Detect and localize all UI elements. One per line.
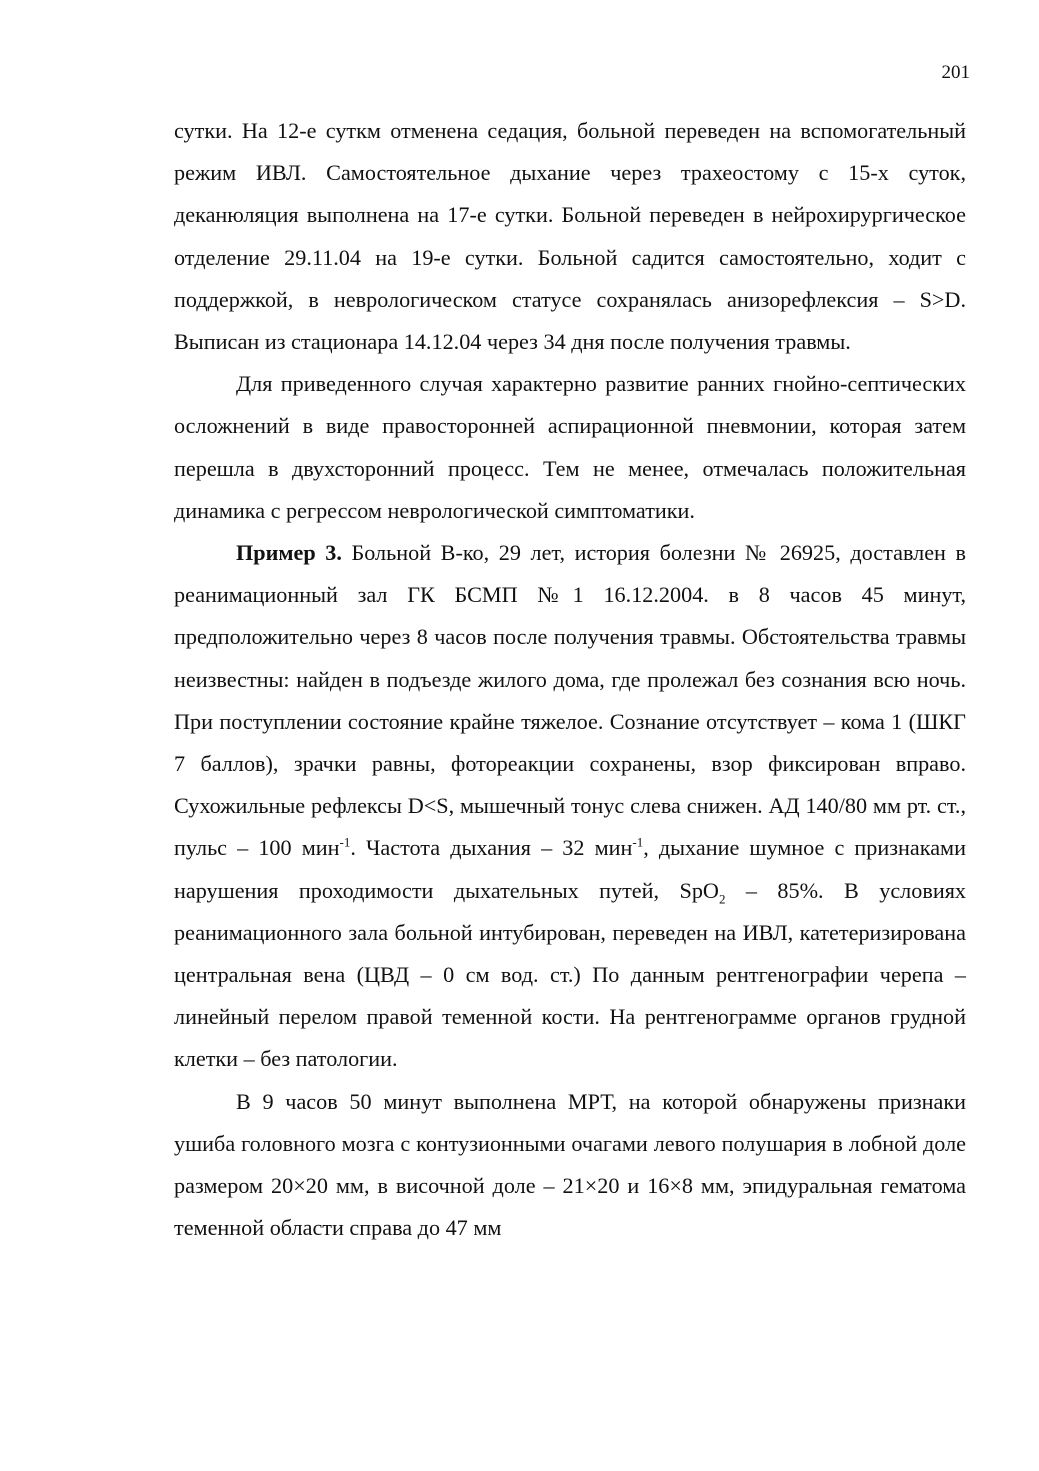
paragraph-case-outcome: сутки. На 12-е суткм отменена седация, больной переведен на вспомогательный режим ИВЛ. Самостоятельное дыхание через трахеостому с 15-х суток, деканюляция выполнена на 17-е сутки. Больной переведен в нейрохирургическое отделение 29.11.04 на 19-е сутки. Больной садится самостоятельно, ходит с поддержкой, в неврологическом статусе сохранялась анизорефлексия – S>D. Выписан из стационара 14.12.04 через 34 дня после получения травмы. — [174, 118, 966, 355]
subscript-1: 2 — [718, 891, 726, 907]
superscript-2: -1 — [632, 835, 644, 851]
example-text-part-2: . Частота дыхания – 32 мин — [350, 835, 633, 861]
paragraph-example-3 — [174, 532, 966, 1081]
paragraph-case-summary: Для приведенного случая характерно развитие ранних гнойно-септических осложнений в виде правосторонней аспирационной пневмонии, которая затем перешла в двухсторонний процесс. Тем не менее, отмечалась положительная динамика с регрессом неврологической симптоматики. — [174, 371, 966, 523]
example-text-part-3: , дыхание шумное с признаками нарушения проходимости дыхательных путей, SpO — [174, 835, 966, 903]
example-heading: Пример 3. — [236, 540, 342, 566]
example-text-part-1: Больной В-ко, 29 лет, история болезни № 26925, доставлен в реанимационный зал ГК БСМП №1 16.12.2004. в 8 часов 45 минут, предположительно через 8 часов после получения травмы. Обстоятельства травмы неизвестны: найден в подъезде жилого дома, где пролежал без сознания всю ночь. При поступлении состояние крайне тяжелое. Сознание отсутствует – кома 1 (ШКГ 7 баллов), зрачки равны, фотореакции сохранены, взор фиксирован вправо. Сухожильные рефлексы D<S, мышечный тонус слева снижен. АД 140/80 мм рт. ст., пульс – 100 мин — [174, 540, 966, 861]
superscript-1: -1 — [339, 835, 351, 851]
document-body — [174, 110, 966, 1249]
page-number: 201 — [941, 62, 970, 83]
example-text-part-4: – 85%. В условиях реанимационного зала больной интубирован, переведен на ИВЛ, катетеризирована центральная вена (ЦВД – 0 см вод. ст.) По данным рентгенографии черепа – линейный перелом правой теменной кости. На рентгенограмме органов грудной клетки – без патологии. — [174, 877, 966, 1072]
paragraph-mri-findings: В 9 часов 50 минут выполнена МРТ, на которой обнаружены признаки ушиба головного мозга с контузионными очагами левого полушария в лобной доле размером 20×20 мм, в височной доле – 21×20 и 16×8 мм, эпидуральная гематома теменной области справа до 47 мм — [174, 1088, 966, 1241]
